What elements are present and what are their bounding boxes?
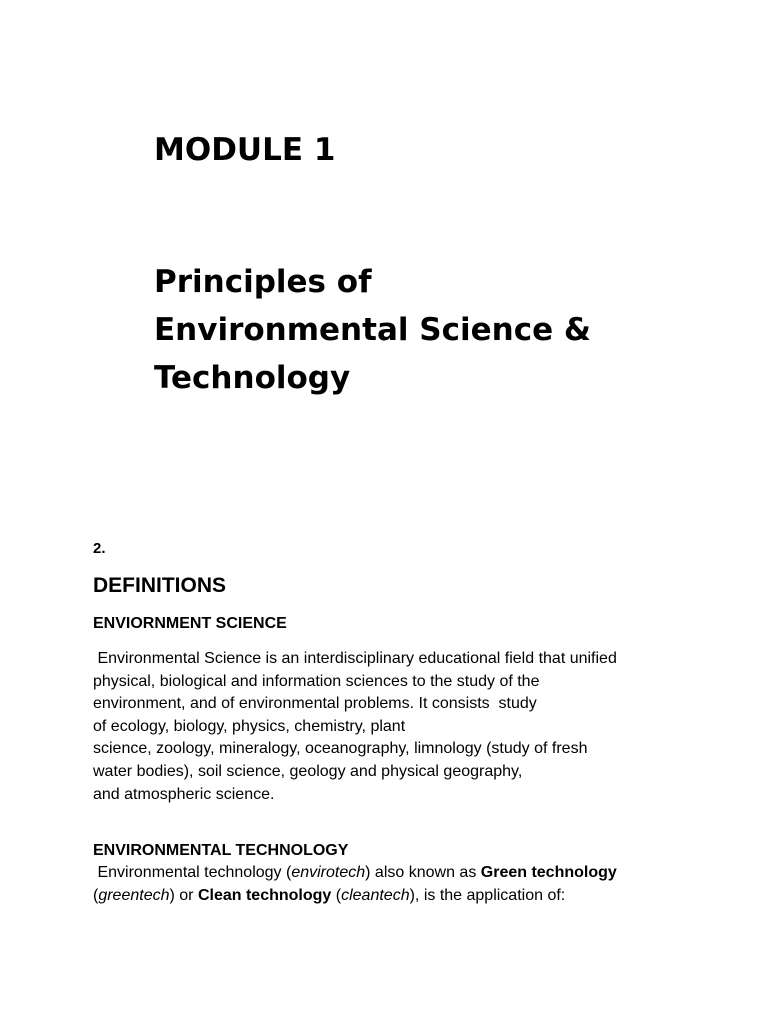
italic-term-cleantech: cleantech bbox=[341, 886, 410, 904]
module-title: MODULE 1 bbox=[154, 132, 336, 168]
paragraph-line: water bodies), soil science, geology and physical geography, bbox=[93, 762, 523, 780]
paragraph-line: environment, and of environmental problems. It consists study bbox=[93, 695, 537, 713]
paragraph-line bbox=[93, 885, 617, 908]
page-number: 2. bbox=[93, 540, 106, 557]
environment-science-paragraph bbox=[93, 648, 617, 806]
bold-term-clean-technology: Clean technology bbox=[197, 886, 332, 904]
document-title bbox=[154, 258, 591, 402]
environmental-technology-paragraph bbox=[93, 862, 617, 907]
italic-term-greentech: greentech bbox=[98, 886, 170, 904]
text-run: ), is the application of: bbox=[409, 886, 566, 904]
document-title-line-2: Environmental Science & bbox=[154, 312, 591, 348]
text-run: Environmental technology ( bbox=[93, 864, 292, 881]
paragraph-line: Environmental Science is an interdisciplinary educational field that unified bbox=[93, 650, 617, 667]
paragraph-line: and atmospheric science. bbox=[93, 785, 275, 803]
paragraph-line: physical, biological and information sciences to the study of the bbox=[93, 672, 540, 690]
bold-term-green-technology: Green technology bbox=[480, 864, 617, 881]
environment-science-heading: ENVIORNMENT SCIENCE bbox=[93, 615, 287, 632]
text-run: ( bbox=[331, 886, 342, 904]
paragraph-line: of ecology, biology, physics, chemistry, plant bbox=[93, 717, 406, 735]
text-run: ) or bbox=[169, 886, 198, 904]
document-title-line-3: Technology bbox=[154, 360, 351, 396]
environmental-technology-heading: ENVIRONMENTAL TECHNOLOGY bbox=[93, 842, 349, 859]
document-title-line-1: Principles of bbox=[154, 264, 372, 300]
paragraph-line: science, zoology, mineralogy, oceanography, limnology (study of fresh bbox=[93, 740, 588, 758]
text-run: ) also known as bbox=[365, 864, 481, 881]
definitions-heading: DEFINITIONS bbox=[93, 574, 227, 597]
paragraph-line bbox=[93, 862, 617, 885]
text-run: ( bbox=[93, 886, 99, 904]
italic-term-envirotech: envirotech bbox=[291, 864, 366, 881]
